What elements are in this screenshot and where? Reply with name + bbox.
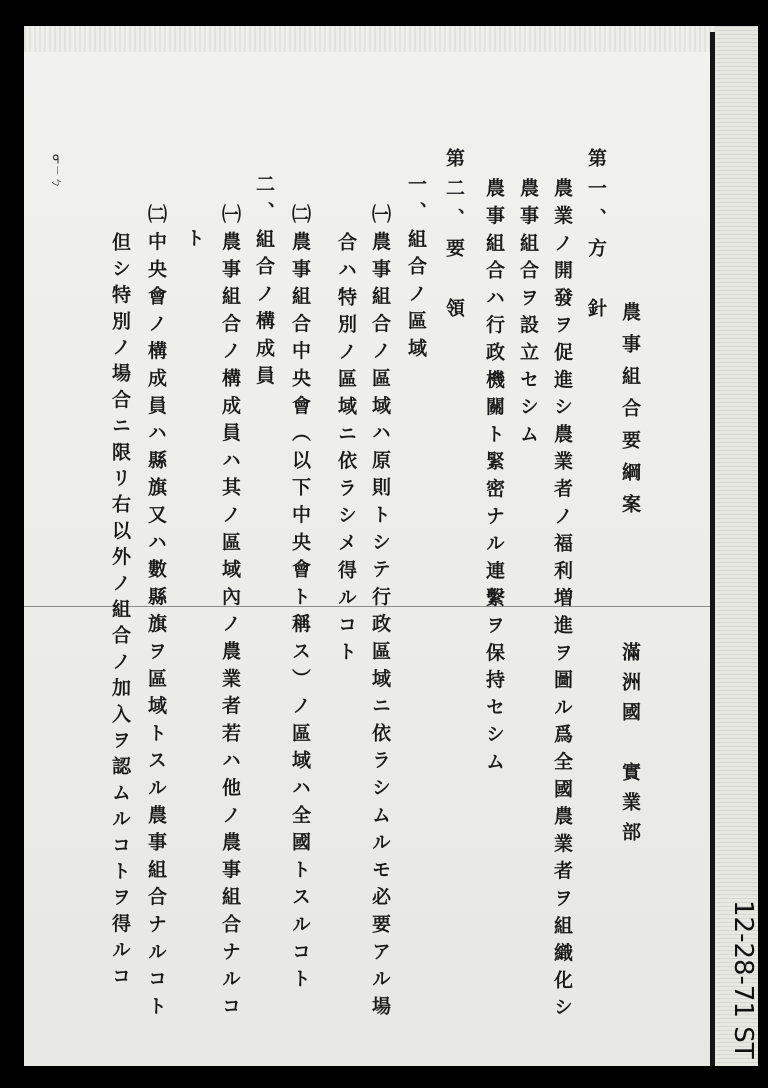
fold-line	[24, 606, 758, 607]
item-2-sub-1-line-2: ト	[183, 228, 205, 256]
handwritten-note: 12-28-71 ST	[728, 900, 758, 1059]
document-page	[24, 26, 758, 1066]
item-2-heading: 二、組合ノ構成員	[253, 174, 275, 393]
issuer: 滿洲國 實業部	[619, 642, 641, 852]
item-1-sub-2-line-1: ㈡農事組合中央會（以下中央會ト稱ス）ノ區域ハ全國トスルコト	[289, 204, 311, 996]
policy-line-2: 農事組合ヲ設立セシム	[517, 178, 539, 451]
policy-line-1: 農業ノ開發ヲ促進シ農業者ノ福利増進ヲ圖ル爲全國農業者ヲ組織化シ	[551, 178, 573, 1025]
document-title: 農事組合要綱案	[619, 302, 641, 526]
policy-heading: 第一、方 針	[585, 148, 607, 328]
item-2-sub-2-line-1: ㈡中央會ノ構成員ハ縣旗又ハ數縣旗ヲ區域トスル農事組合ナルコト	[145, 204, 167, 1023]
item-2-sub-2-line-2: 但シ特別ノ場合ニ限リ右以外ノ組合ノ加入ヲ認ムルコトヲ得ルコ	[109, 232, 131, 992]
corner-note: ᓂㄧㄅ	[50, 154, 64, 189]
item-2-sub-1-line-1: ㈠農事組合ノ構成員ハ其ノ區域內ノ農業者若ハ他ノ農事組合ナルコ	[219, 204, 241, 1023]
item-1-sub-1-line-1: ㈠農事組合ノ區域ハ原則トシテ行政區域ニ依ラシムルモ必要アル場	[369, 204, 391, 1023]
points-heading: 第二、要 領	[443, 148, 465, 328]
policy-line-3: 農事組合ハ行政機關ト緊密ナル連繫ヲ保持セシム	[483, 178, 505, 779]
item-1-sub-1-line-2: 合ハ特別ノ區域ニ依ラシメ得ルコト	[335, 232, 357, 669]
item-1-heading: 一、組合ノ區域	[405, 174, 427, 366]
